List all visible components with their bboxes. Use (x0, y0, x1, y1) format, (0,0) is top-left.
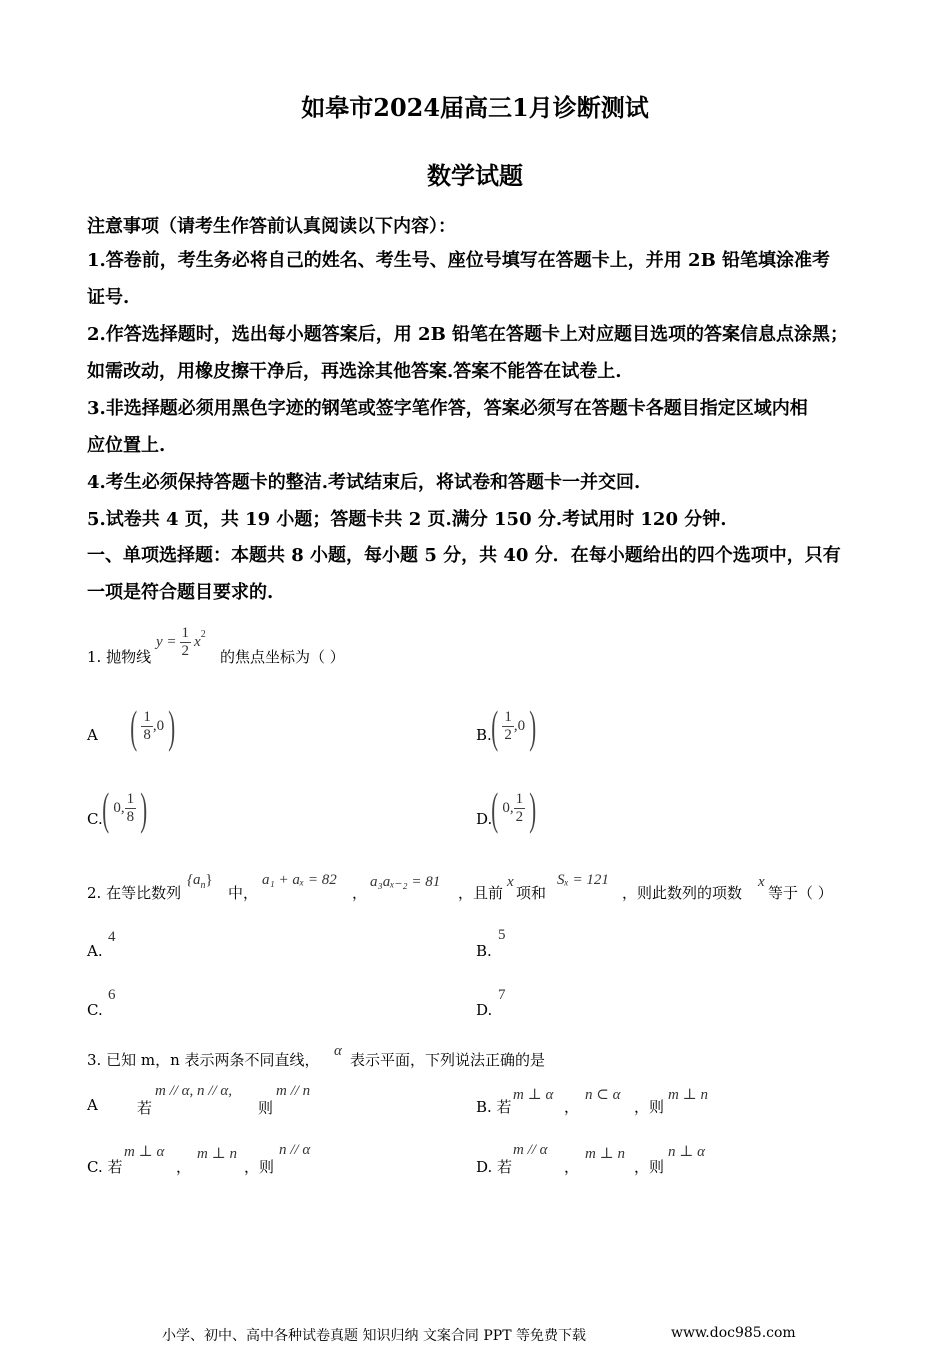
q1-option-b-fraction (502, 709, 514, 744)
q1-option-b-denominator: 2 (504, 726, 512, 743)
q3-option-d-cond-1: m // α (513, 1142, 548, 1158)
q1-eq-denominator: 2 (181, 642, 190, 659)
q1-option-c-denominator: 8 (126, 808, 135, 825)
q1-eq-var: x (194, 633, 201, 650)
q3-option-d-label: D. 若 (476, 1158, 513, 1176)
q1-option-a-fraction (141, 709, 153, 744)
left-paren-icon: ( (102, 782, 110, 834)
q1-option-b-numerator: 1 (504, 708, 512, 725)
q3-option-b-label: B. 若 (476, 1098, 512, 1116)
notice-heading: 注意事项（请考生作答前认真阅读以下内容）： (87, 216, 456, 237)
q3-prefix: 3. 已知 m，n 表示两条不同直线， (87, 1051, 320, 1069)
q1-option-b-label: B. (476, 726, 492, 744)
q3-option-c-cond-2: m ⊥ n (197, 1146, 237, 1162)
q3-option-d-cond-2: m ⊥ n (585, 1146, 625, 1162)
q2-condition-1: a₁ + aₓ = 82 (262, 872, 337, 888)
notice-item-1-line-1: 1.答卷前，考生务必将自己的姓名、考生号、座位号填写在答题卡上，并用 2B 铅笔填涂准考 (87, 250, 831, 271)
notice-item-1-line-2: 证号. (87, 287, 130, 308)
q3-option-d-result: n ⊥ α (668, 1144, 705, 1160)
q1-equation (156, 622, 206, 662)
q1-option-a-denominator: 8 (143, 726, 151, 743)
q2-prefix: 2. 在等比数列 (87, 884, 182, 902)
q2-seq-sub: n (200, 880, 206, 892)
q3-option-b-result: m ⊥ n (668, 1087, 708, 1103)
notice-item-4: 4.考生必须保持答题卡的整洁.考试结束后，将试卷和答题卡一并交回. (87, 472, 641, 493)
q1-option-c-label: C. (87, 810, 103, 828)
q2-text-4: 项和 (516, 884, 547, 902)
q2-option-b-label: B. (476, 942, 492, 960)
q2-option-c-value: 6 (108, 987, 116, 1003)
notice-item-2-line-1: 2.作答选择题时，选出每小题答案后，用 2B 铅笔在答题卡上对应题目选项的答案信息点涂黑； (87, 324, 849, 345)
q1-option-d-denominator: 2 (515, 808, 524, 825)
q3-option-b-comma-1: ， (564, 1098, 580, 1116)
q3-option-c-label: C. 若 (87, 1158, 123, 1176)
q1-eq-numerator: 1 (181, 624, 190, 641)
section-heading-line-2: 一项是符合题目要求的. (87, 582, 274, 603)
q3-option-c-result: n // α (279, 1142, 311, 1158)
exam-title: 如皋市2024届高三1月诊断测试 (301, 93, 649, 122)
q2-text-5: ，则此数列的项数 (622, 884, 743, 902)
q1-prefix: 1. 抛物线 (87, 648, 152, 666)
q2-var-2: x (758, 874, 765, 890)
q2-condition-3: Sₓ = 121 (557, 872, 609, 888)
q1-option-c-x: 0, (113, 799, 125, 816)
q1-eq-exponent: 2 (200, 628, 206, 640)
q3-option-a-result: m // n (276, 1083, 311, 1099)
notice-item-2-line-2: 如需改动，用橡皮擦干净后，再选涂其他答案.答案不能答在试卷上. (87, 361, 622, 382)
left-paren-icon: ( (491, 782, 499, 834)
q2-option-d-value: 7 (498, 987, 506, 1003)
right-paren-icon: ) (168, 700, 176, 752)
q1-eq-fraction (180, 625, 192, 660)
subject-title: 数学试题 (427, 161, 523, 190)
q1-option-a-value (126, 700, 179, 752)
q2-text-1: 中， (228, 884, 259, 902)
q3-option-a-condition: m // α, n // α, (155, 1083, 232, 1099)
left-paren-icon: ( (491, 700, 499, 752)
q1-option-a-y: ,0 (152, 717, 165, 734)
q3-option-a-ze: 则 (258, 1099, 274, 1117)
q2-sequence (187, 869, 213, 891)
q2-option-a-label: A. (87, 942, 103, 960)
q2-text-6: 等于（ ） (768, 884, 833, 902)
right-paren-icon: ) (529, 782, 537, 834)
q2-text-3: ，且前 (458, 884, 504, 902)
q3-option-d-comma-2: ，则 (634, 1158, 665, 1176)
q3-alpha: α (334, 1043, 342, 1059)
q2-option-b-value: 5 (498, 927, 506, 943)
notice-item-3-line-2: 应位置上. (87, 435, 166, 456)
q2-var-1: x (507, 874, 514, 890)
q1-option-a-label: A (87, 726, 98, 744)
q1-option-c-numerator: 1 (126, 790, 135, 807)
q1-option-d-x: 0, (502, 799, 514, 816)
q2-condition-2: a₃aₓ₋₂ = 81 (370, 874, 441, 890)
q3-option-c-cond-1: m ⊥ α (124, 1144, 165, 1160)
q3-option-c-comma-2: ，则 (244, 1158, 275, 1176)
q3-option-a-ruo: 若 (137, 1099, 153, 1117)
q1-suffix: 的焦点坐标为（ ） (220, 648, 345, 666)
footer-url[interactable]: www.doc985.com (671, 1325, 796, 1341)
q1-option-b-value (487, 700, 540, 752)
q1-option-b-y: ,0 (513, 717, 526, 734)
notice-item-3-line-1: 3.非选择题必须用黑色字迹的钢笔或签字笔作答，答案必须写在答题卡各题目指定区域内相 (87, 398, 808, 419)
right-paren-icon: ) (529, 700, 537, 752)
q1-option-a-numerator: 1 (143, 708, 151, 725)
q3-suffix: 表示平面，下列说法正确的是 (350, 1051, 546, 1069)
q3-option-c-comma-1: ， (176, 1158, 192, 1176)
q3-option-b-comma-2: ，则 (634, 1098, 665, 1116)
q3-option-d-comma-1: ， (564, 1158, 580, 1176)
notice-item-5: 5.试卷共 4 页，共 19 小题；答题卡共 2 页.满分 150 分.考试用时 120 分钟. (87, 509, 727, 530)
q2-option-d-label: D. (476, 1001, 493, 1019)
q1-option-c-value (98, 782, 151, 834)
footer-text: 小学、初中、高中各种试卷真题 知识归纳 文案合同 PPT 等免费下载 (162, 1328, 586, 1344)
q2-option-c-label: C. (87, 1001, 103, 1019)
q3-option-a-label: A (87, 1096, 98, 1114)
q1-option-d-label: D. (476, 810, 493, 828)
left-paren-icon: ( (130, 700, 138, 752)
q1-option-c-fraction (125, 791, 137, 826)
q2-text-2: ， (352, 884, 368, 902)
q1-option-d-fraction (514, 791, 526, 826)
q2-option-a-value: 4 (108, 929, 116, 945)
q3-option-b-cond-1: m ⊥ α (513, 1087, 554, 1103)
q1-option-d-value (487, 782, 540, 834)
q1-option-d-numerator: 1 (515, 790, 524, 807)
q2-seq-close: } (205, 872, 213, 888)
q3-option-b-cond-2: n ⊂ α (585, 1087, 621, 1103)
q2-seq-a: {a (187, 872, 201, 888)
q1-eq-lhs: y = (156, 633, 177, 650)
right-paren-icon: ) (140, 782, 148, 834)
section-heading-line-1: 一、单项选择题：本题共 8 小题，每小题 5 分，共 40 分．在每小题给出的四个选项中，只有 (87, 545, 841, 566)
